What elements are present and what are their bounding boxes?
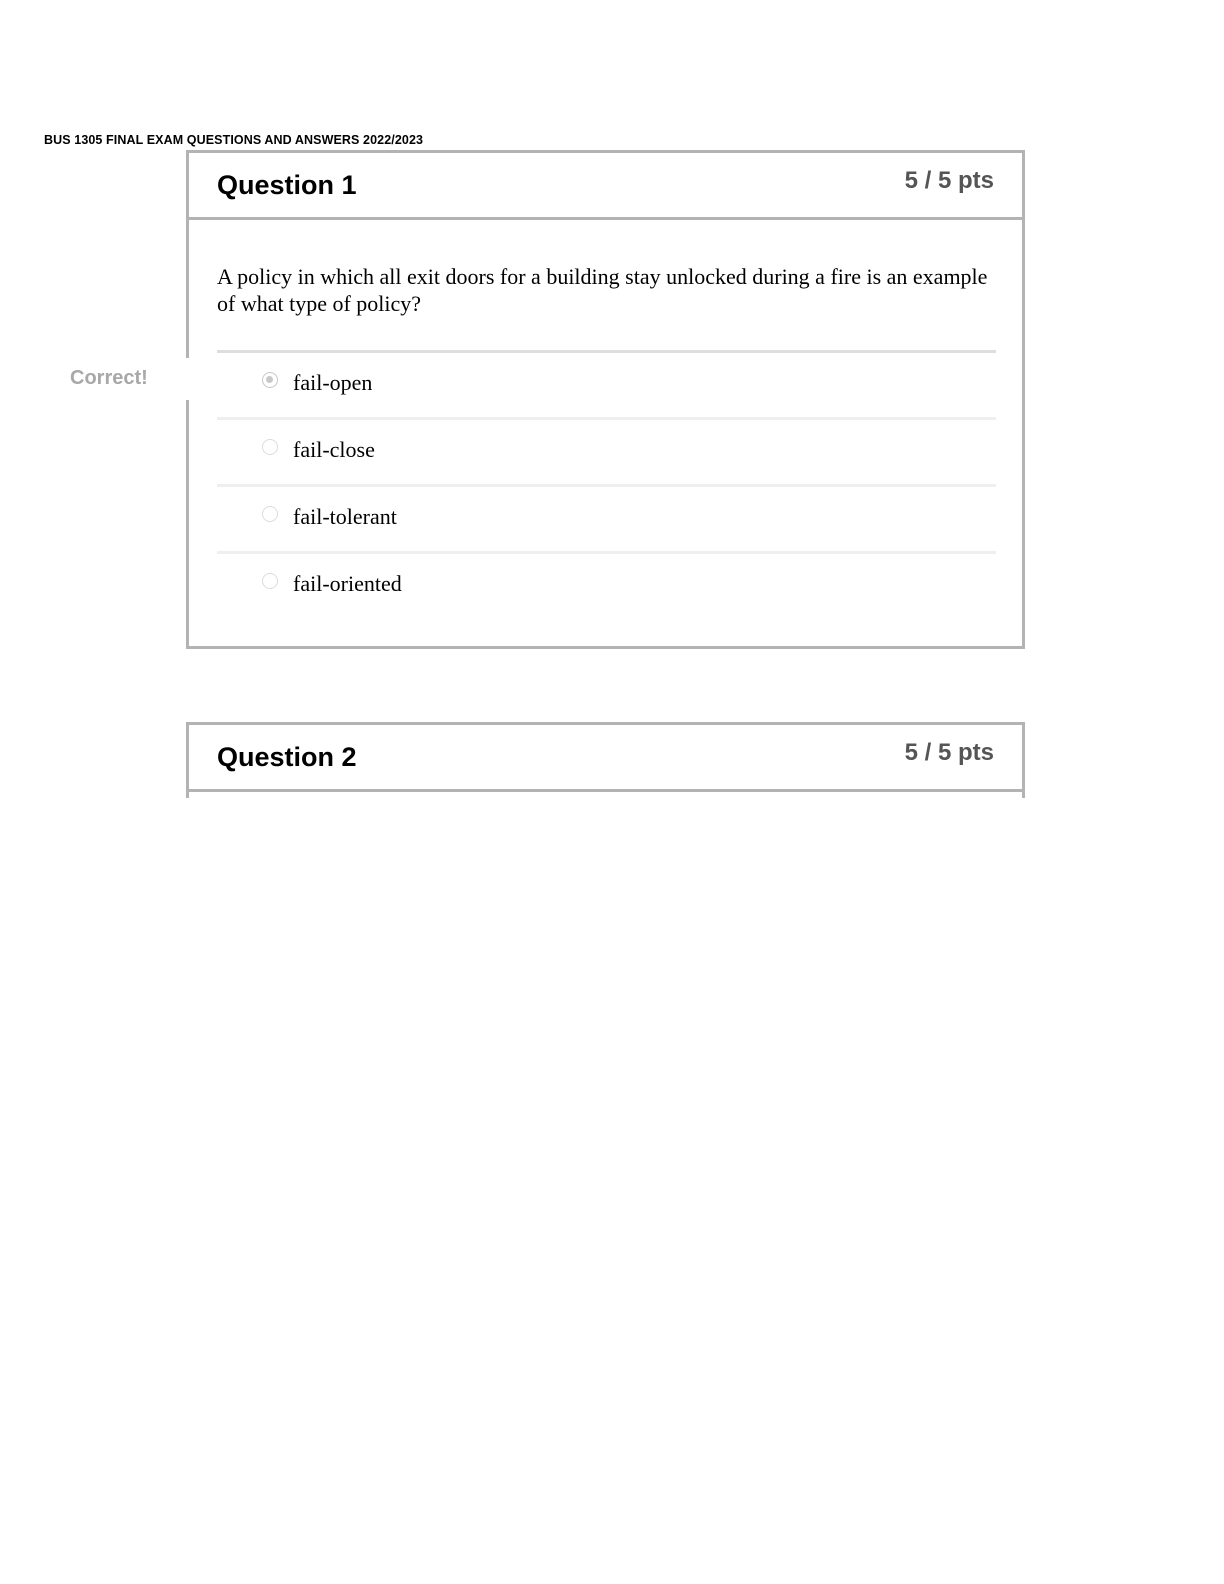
answer-option-fail-oriented[interactable] — [217, 554, 996, 618]
question-card-1 — [186, 150, 1025, 649]
question-text: A policy in which all exit doors for a building stay unlocked during a fire is an example of what type of policy? — [217, 264, 988, 316]
answer-option-fail-open[interactable] — [217, 353, 996, 420]
answer-option-fail-close[interactable] — [217, 420, 996, 487]
answer-label: fail-open — [293, 370, 373, 395]
answer-list — [217, 350, 996, 618]
document-header: BUS 1305 FINAL EXAM QUESTIONS AND ANSWERS 2022/2023 — [44, 133, 424, 147]
radio-selected-icon[interactable] — [262, 372, 278, 388]
question-header — [189, 153, 1022, 220]
question-title: Question 1 — [217, 170, 357, 200]
question-points: 5 / 5 pts — [904, 167, 994, 194]
question-points: 5 / 5 pts — [904, 739, 994, 766]
radio-unselected-icon[interactable] — [262, 506, 278, 522]
answer-label: fail-oriented — [293, 571, 402, 596]
correct-answer-indicator: Correct! — [70, 367, 148, 389]
radio-unselected-icon[interactable] — [262, 573, 278, 589]
question-header — [189, 725, 1022, 792]
answer-label: fail-close — [293, 437, 375, 462]
question-card-2 — [186, 722, 1025, 798]
answer-label: fail-tolerant — [293, 504, 397, 529]
radio-unselected-icon[interactable] — [262, 439, 278, 455]
question-title: Question 2 — [217, 742, 357, 772]
correct-indicator-notch — [183, 358, 191, 400]
answer-option-fail-tolerant[interactable] — [217, 487, 996, 554]
